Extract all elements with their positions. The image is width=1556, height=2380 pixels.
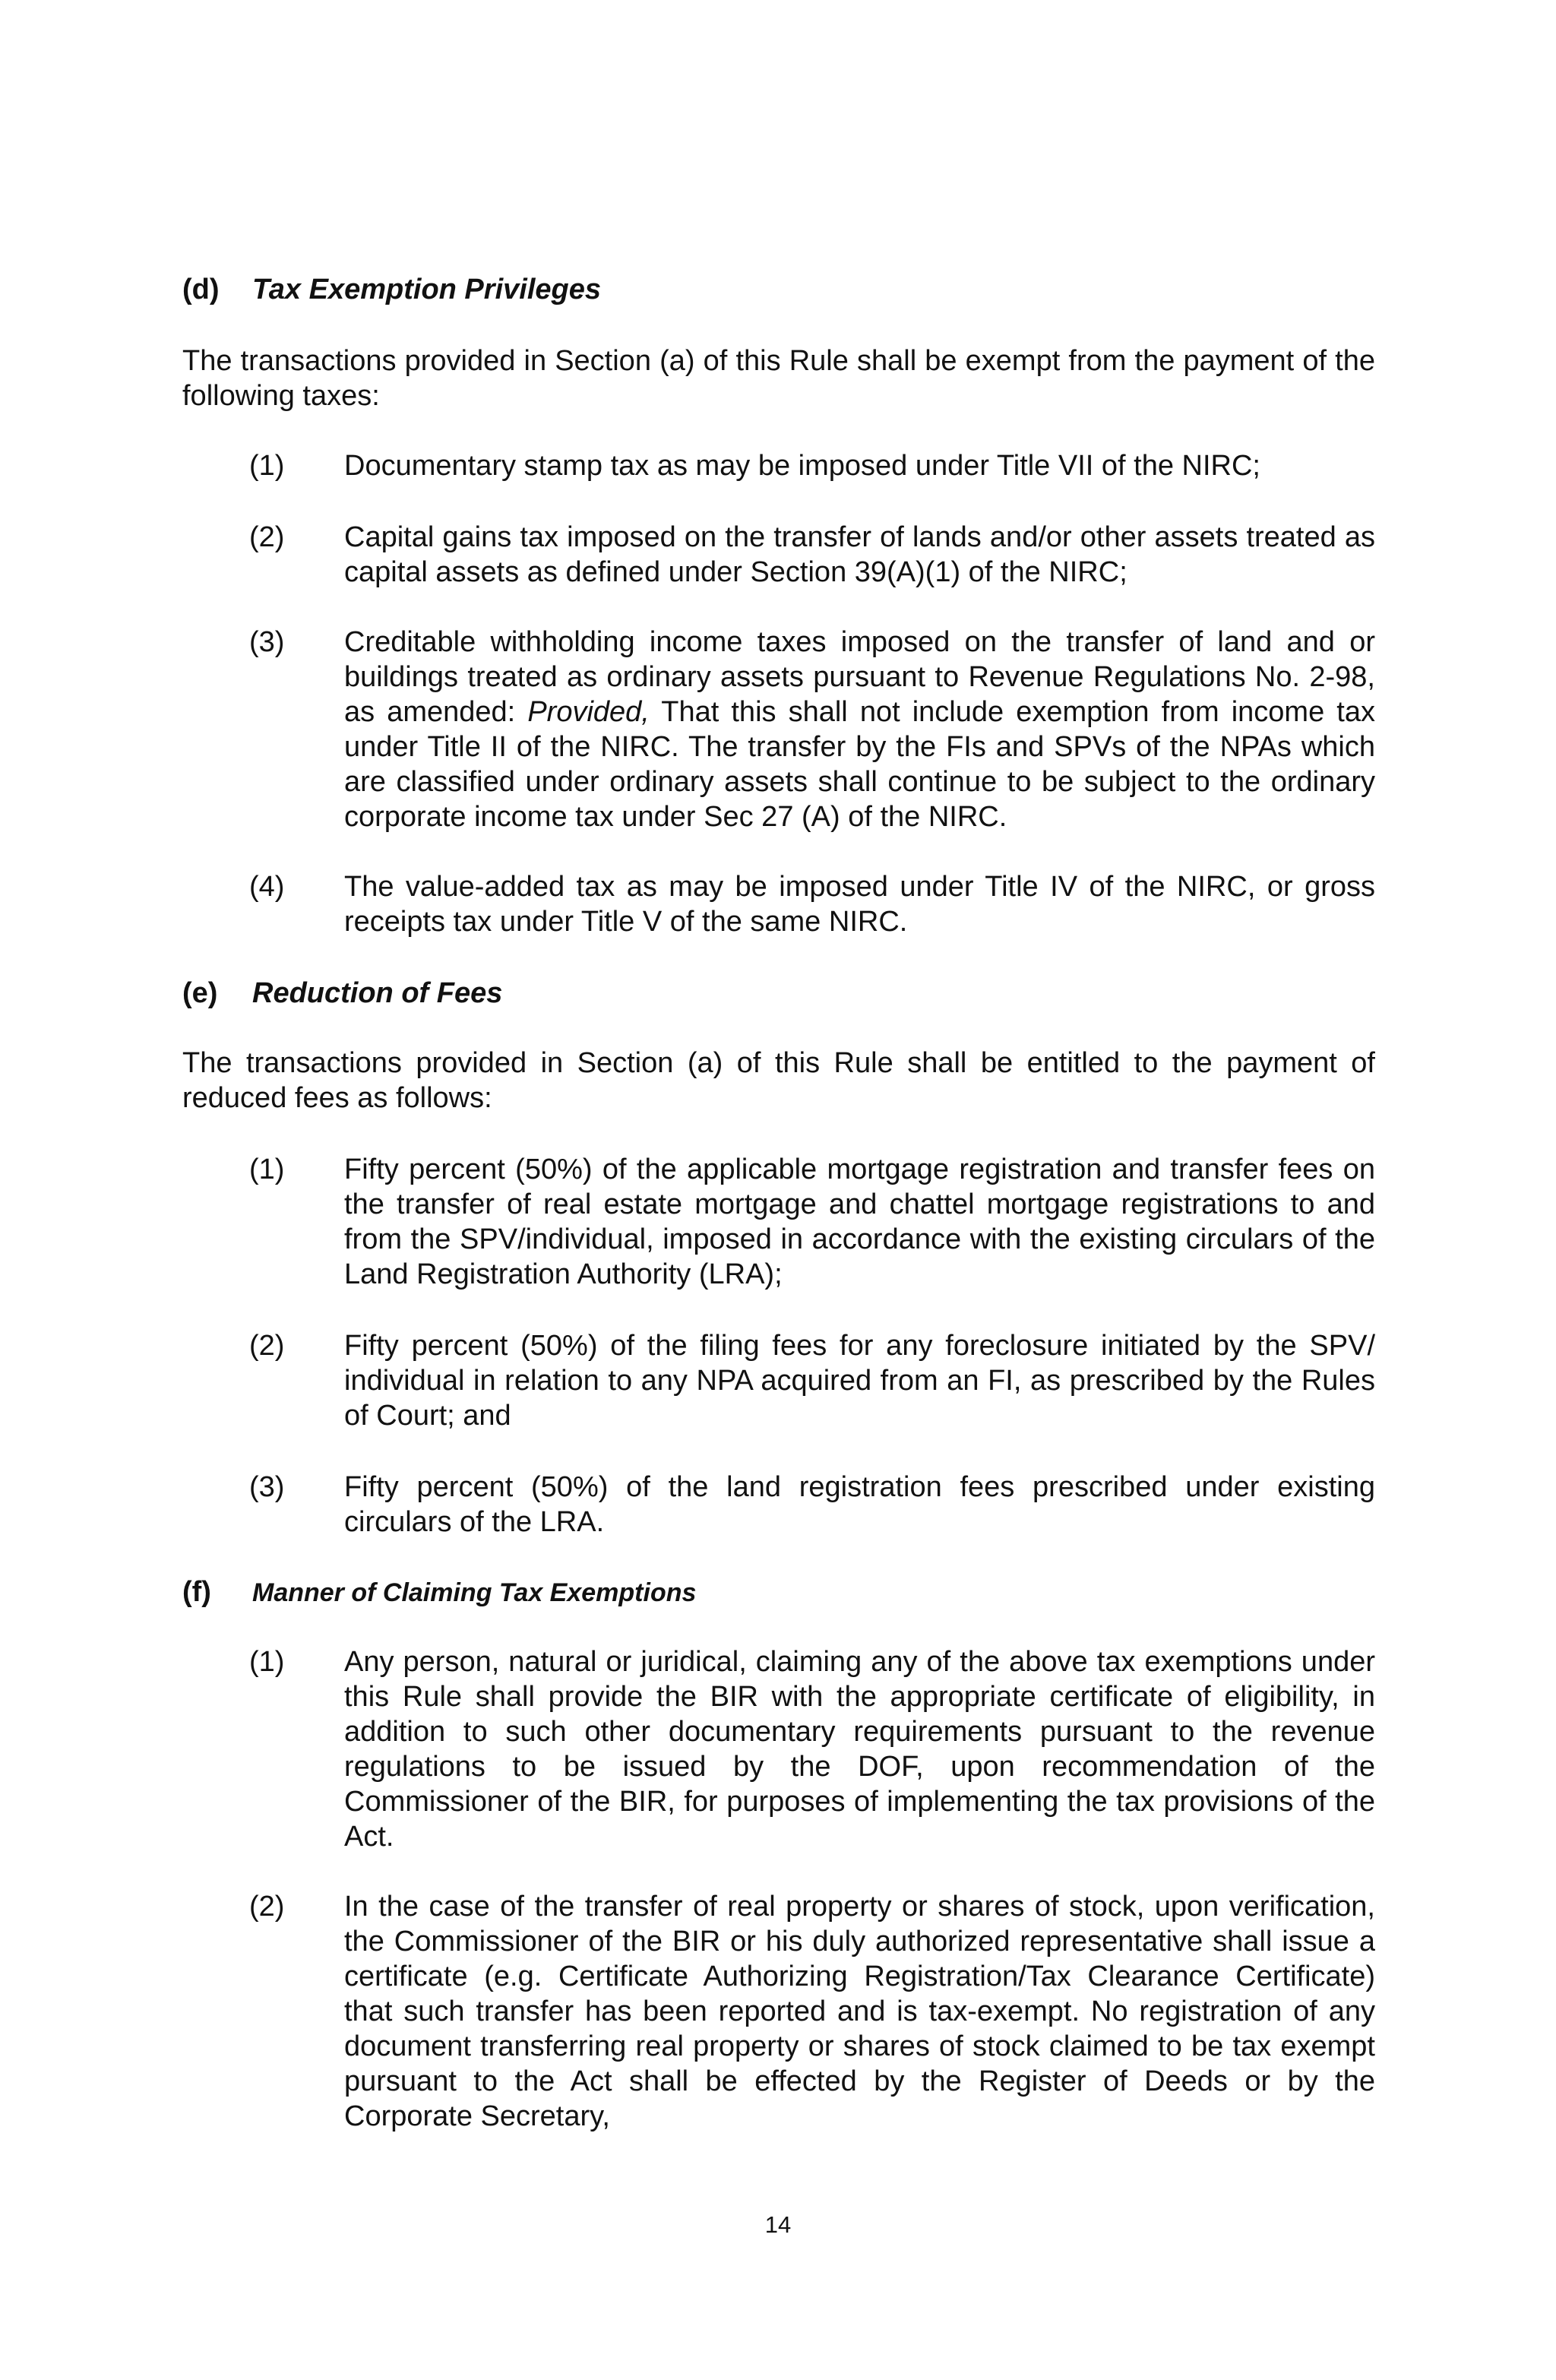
section-d-title: Tax Exemption Privileges bbox=[252, 274, 601, 305]
item-text: In the case of the transfer of real property or shares of stock, upon verification, the Commissioner of the BIR or his duly authorized representative shall issue a certificate (e.g. Certificate Authorizing Registration/Tax Clearance Certificate) that such transfer has been reported and is tax-exempt. No registration of any document transferring real property or shares of stock claimed to be tax exempt pursuant to the Act shall be effected by the Register of Deeds or by the Corporate Secretary, bbox=[344, 1891, 1375, 2132]
item-number: (1) bbox=[249, 450, 285, 482]
item-text: Capital gains tax imposed on the transfer of lands and/or other assets treated as capital assets as defined under Section 39(A)(1) of the NIRC; bbox=[344, 521, 1375, 588]
item-number: (3) bbox=[249, 1471, 285, 1503]
item-text-part: Creditable withholding income taxes imposed on the transfer of land and or buildings treated as ordinary assets pursuant to Revenue Regulations No. 2-98, as amended: bbox=[344, 626, 1375, 728]
item-text: Any person, natural or juridical, claiming any of the above tax exemptions under this Rule shall provide the BIR with the appropriate certificate of eligibility, in addition to such other documentary requirements pursuant to the revenue regulations to be issued by the DOF, upon recommendation of the Commissioner of the BIR, for purposes of implementing the tax provisions of the Act. bbox=[344, 1646, 1375, 1853]
item-text: Fifty percent (50%) of the applicable mortgage registration and transfer fees on the transfer of real estate mortgage and chattel mortgage registrations to and from the SPV/individual, imposed in accordance with the existing circulars of the Land Registration Authority (LRA); bbox=[344, 1154, 1375, 1290]
section-e-intro: The transactions provided in Section (a) of this Rule shall be entitled to the payment of reduced fees as follows: bbox=[182, 1047, 1375, 1114]
item-number: (1) bbox=[249, 1154, 285, 1185]
item-text bbox=[344, 625, 1375, 834]
section-d-intro: The transactions provided in Section (a) of this Rule shall be exempt from the payment of the following taxes: bbox=[182, 345, 1375, 412]
section-e-item-3 bbox=[249, 1470, 1375, 1540]
section-e-item-2 bbox=[249, 1328, 1375, 1433]
item-number: (2) bbox=[249, 1330, 285, 1362]
item-number: (3) bbox=[249, 626, 285, 658]
section-e-title: Reduction of Fees bbox=[252, 977, 503, 1009]
section-d-heading bbox=[182, 272, 601, 307]
section-e-heading bbox=[182, 976, 502, 1011]
item-text: Documentary stamp tax as may be imposed under Title VII of the NIRC; bbox=[344, 450, 1260, 482]
section-d-item-2 bbox=[249, 520, 1375, 590]
provided-italic: Provided, bbox=[527, 696, 650, 728]
section-d-item-1 bbox=[249, 448, 1375, 483]
item-text: The value-added tax as may be imposed under Title IV of the NIRC, or gross receipts tax under Title V of the same NIRC. bbox=[344, 871, 1375, 938]
item-number: (1) bbox=[249, 1646, 285, 1678]
item-number: (4) bbox=[249, 871, 285, 903]
page-number: 14 bbox=[764, 2211, 792, 2238]
section-f-title: Manner of Claiming Tax Exemptions bbox=[252, 1578, 697, 1607]
section-d-item-3 bbox=[249, 625, 1375, 834]
section-d-letter: (d) bbox=[182, 274, 220, 305]
section-d-item-4 bbox=[249, 869, 1375, 939]
item-text: Fifty percent (50%) of the filing fees for any foreclosure initiated by the SPV/ individual in relation to any NPA acquired from an FI, as prescribed by the Rules of Court; and bbox=[344, 1330, 1375, 1432]
section-f-item-1 bbox=[249, 1644, 1375, 1854]
section-f-heading bbox=[182, 1575, 696, 1610]
item-number: (2) bbox=[249, 1891, 285, 1923]
item-number: (2) bbox=[249, 521, 285, 553]
item-text: Fifty percent (50%) of the land registration fees prescribed under existing circulars of the LRA. bbox=[344, 1471, 1375, 1538]
section-e-letter: (e) bbox=[182, 977, 218, 1009]
item-text-part: That this shall not include exemption from income tax under Title II of the NIRC. The transfer by the FIs and SPVs of the NPAs which are classified under ordinary assets shall continue to be subject to the ordinary corporate income tax under Sec 27 (A) of the NIRC. bbox=[344, 696, 1375, 833]
section-e-item-1 bbox=[249, 1152, 1375, 1292]
section-f-letter: (f) bbox=[182, 1576, 211, 1608]
section-f-item-2 bbox=[249, 1889, 1375, 2134]
